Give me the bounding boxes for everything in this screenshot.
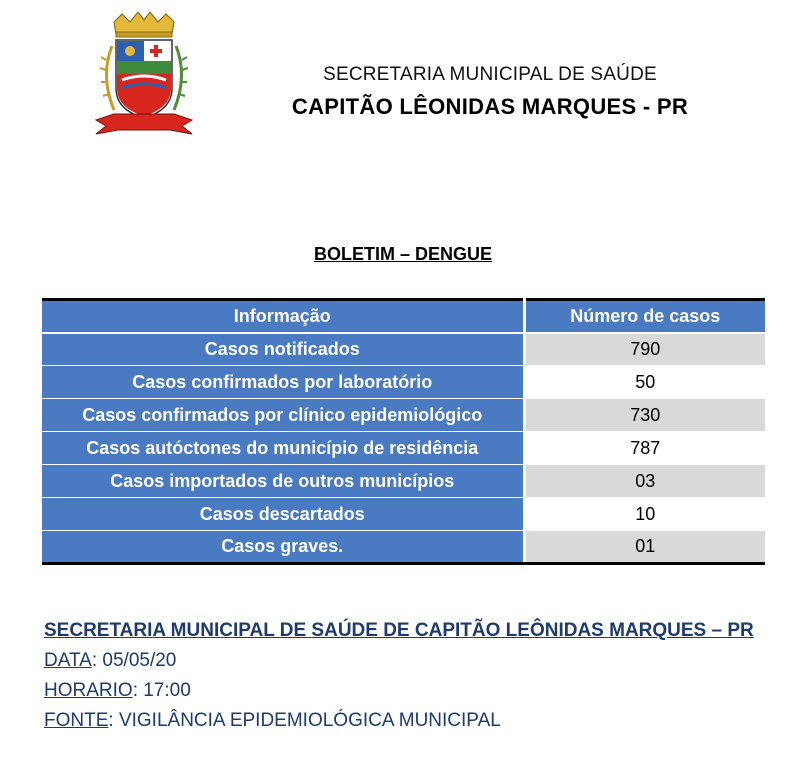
column-header-info: Informação	[42, 300, 524, 333]
table-row	[42, 465, 765, 498]
footer	[44, 616, 764, 736]
row-label: Casos notificados	[42, 333, 524, 366]
date-label: DATA	[44, 650, 92, 671]
time-value: : 17:00	[132, 680, 191, 701]
header-subtitle: SECRETARIA MUNICIPAL DE SAÚDE	[323, 64, 657, 85]
table-header-row	[42, 300, 765, 333]
table-row	[42, 432, 765, 465]
table-row	[42, 366, 765, 399]
page-header	[230, 64, 750, 120]
footer-organization: SECRETARIA MUNICIPAL DE SAÚDE DE CAPITÃO LEÔNIDAS MARQUES – PR	[44, 620, 754, 641]
ribbon-icon	[96, 114, 192, 134]
row-value: 730	[524, 399, 765, 432]
date-value: : 05/05/20	[91, 650, 177, 671]
coat-of-arms-logo	[92, 12, 196, 140]
header-title: CAPITÃO LÊONIDAS MARQUES - PR	[291, 94, 689, 119]
crown-icon	[114, 12, 174, 34]
footer-date	[44, 646, 764, 676]
row-value: 01	[524, 531, 765, 564]
bulletin-title: BOLETIM – DENGUE	[313, 244, 492, 264]
source-label: FONTE	[44, 710, 109, 731]
time-label: HORARIO	[44, 680, 133, 701]
row-value: 10	[524, 498, 765, 531]
footer-time	[44, 676, 764, 706]
row-label: Casos confirmados por laboratório	[42, 366, 524, 399]
row-value: 03	[524, 465, 765, 498]
footer-source	[44, 706, 764, 736]
cases-table	[42, 298, 765, 565]
table-row	[42, 498, 765, 531]
table-row	[42, 531, 765, 564]
table-row	[42, 333, 765, 366]
row-label: Casos importados de outros municípios	[42, 465, 524, 498]
row-label: Casos descartados	[42, 498, 524, 531]
row-label: Casos confirmados por clínico epidemiológico	[42, 399, 524, 432]
source-value: : VIGILÂNCIA EPIDEMIOLÓGICA MUNICIPAL	[108, 710, 501, 731]
row-label: Casos graves.	[42, 531, 524, 564]
row-value: 790	[524, 333, 765, 366]
table-row	[42, 399, 765, 432]
column-header-cases: Número de casos	[524, 300, 765, 333]
row-value: 50	[524, 366, 765, 399]
row-value: 787	[524, 432, 765, 465]
row-label: Casos autóctones do município de residência	[42, 432, 524, 465]
